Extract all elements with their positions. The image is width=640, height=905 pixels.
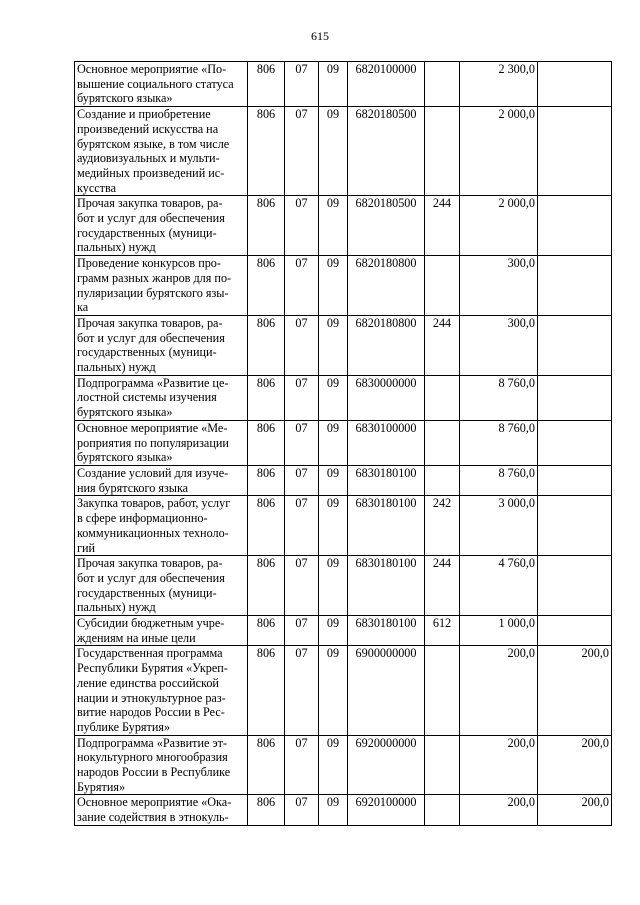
- item-name-line: пальных) нужд: [77, 240, 156, 255]
- amount-next-year-cell: [538, 62, 612, 107]
- table-row: [75, 315, 612, 375]
- item-name-line: пуляризации бурятского язы-: [77, 285, 229, 300]
- item-name-line: бурятского языка»: [77, 91, 173, 106]
- subsection-cell: 09: [319, 735, 348, 795]
- grbs-cell: 806: [248, 556, 285, 616]
- subsection-cell: 09: [319, 256, 348, 316]
- amount-next-year-cell: [538, 420, 612, 465]
- item-name-cell: [75, 496, 248, 556]
- target-article-cell: 6920100000: [348, 795, 425, 825]
- section-cell: 07: [285, 735, 319, 795]
- item-name-line: Создание и приобретение: [77, 107, 211, 122]
- item-name-line: Республики Бурятия «Укреп-: [77, 661, 228, 676]
- target-article-cell: 6830100000: [348, 420, 425, 465]
- item-name-line: государственных (муници-: [77, 585, 217, 600]
- item-name-cell: [75, 196, 248, 256]
- grbs-cell: 806: [248, 375, 285, 420]
- amount-next-year-cell: [538, 496, 612, 556]
- amount-next-year-cell: [538, 465, 612, 495]
- amount-cell: 200,0: [460, 795, 538, 825]
- target-article-cell: 6830180100: [348, 496, 425, 556]
- subsection-cell: 09: [319, 107, 348, 196]
- subsection-cell: 09: [319, 616, 348, 646]
- grbs-cell: 806: [248, 107, 285, 196]
- item-name-line: государственных (муници-: [77, 225, 217, 240]
- target-article-cell: 6820180500: [348, 107, 425, 196]
- grbs-cell: 806: [248, 62, 285, 107]
- item-name-line: бот и услуг для обеспечения: [77, 211, 225, 226]
- expense-type-cell: [425, 735, 460, 795]
- amount-cell: 200,0: [460, 735, 538, 795]
- item-name-line: Прочая закупка товаров, ра-: [77, 315, 223, 330]
- item-name-line: пальных) нужд: [77, 360, 156, 375]
- table-row: [75, 107, 612, 196]
- item-name-cell: [75, 107, 248, 196]
- item-name-line: бот и услуг для обеспечения: [77, 570, 225, 585]
- subsection-cell: 09: [319, 465, 348, 495]
- section-cell: 07: [285, 496, 319, 556]
- item-name-line: Основное мероприятие «По-: [77, 62, 227, 76]
- item-name-line: бот и услуг для обеспечения: [77, 330, 225, 345]
- item-name-line: Подпрограмма «Развитие це-: [77, 375, 229, 390]
- amount-cell: 300,0: [460, 256, 538, 316]
- item-name-line: ка: [77, 300, 89, 315]
- expense-type-cell: [425, 646, 460, 735]
- item-name-cell: [75, 256, 248, 316]
- amount-next-year-cell: 200,0: [538, 795, 612, 825]
- amount-cell: 2 000,0: [460, 196, 538, 256]
- section-cell: 07: [285, 375, 319, 420]
- subsection-cell: 09: [319, 62, 348, 107]
- section-cell: 07: [285, 646, 319, 735]
- item-name-line: нокультурного многообразия: [77, 750, 228, 765]
- grbs-cell: 806: [248, 616, 285, 646]
- table-row: [75, 496, 612, 556]
- subsection-cell: 09: [319, 795, 348, 825]
- section-cell: 07: [285, 256, 319, 316]
- amount-cell: 8 760,0: [460, 375, 538, 420]
- page-number: 615: [311, 29, 329, 43]
- item-name-cell: [75, 646, 248, 735]
- table-row: [75, 795, 612, 825]
- item-name-line: гий: [77, 540, 96, 555]
- amount-next-year-cell: [538, 196, 612, 256]
- item-name-line: Основное мероприятие «Ока-: [77, 795, 232, 810]
- amount-next-year-cell: [538, 256, 612, 316]
- expense-type-cell: [425, 795, 460, 825]
- subsection-cell: 09: [319, 556, 348, 616]
- table-row: [75, 616, 612, 646]
- item-name-cell: [75, 616, 248, 646]
- item-name-cell: [75, 735, 248, 795]
- item-name-line: ждениям на иные цели: [77, 630, 196, 645]
- item-name-line: аудиовизуальных и мульти-: [77, 151, 220, 166]
- grbs-cell: 806: [248, 196, 285, 256]
- item-name-line: грамм разных жанров для по-: [77, 270, 232, 285]
- item-name-line: нации и этнокультурное раз-: [77, 690, 226, 705]
- item-name-cell: [75, 465, 248, 495]
- target-article-cell: 6900000000: [348, 646, 425, 735]
- table-row: [75, 735, 612, 795]
- table-row: [75, 256, 612, 316]
- item-name-line: в сфере информационно-: [77, 511, 208, 526]
- amount-next-year-cell: [538, 107, 612, 196]
- amount-cell: 8 760,0: [460, 465, 538, 495]
- item-name-line: зание содействия в этнокуль-: [77, 810, 229, 825]
- amount-next-year-cell: [538, 375, 612, 420]
- expense-type-cell: 242: [425, 496, 460, 556]
- section-cell: 07: [285, 465, 319, 495]
- amount-cell: 2 300,0: [460, 62, 538, 107]
- item-name-line: Основное мероприятие «Ме-: [77, 420, 228, 435]
- table-row: [75, 646, 612, 735]
- item-name-line: произведений искусства на: [77, 121, 219, 136]
- target-article-cell: 6820180800: [348, 256, 425, 316]
- item-name-line: государственных (муници-: [77, 345, 217, 360]
- item-name-line: Закупка товаров, работ, услуг: [77, 496, 231, 511]
- target-article-cell: 6820180800: [348, 315, 425, 375]
- item-name-cell: [75, 420, 248, 465]
- table-row: [75, 62, 612, 107]
- amount-next-year-cell: [538, 616, 612, 646]
- item-name-line: пальных) нужд: [77, 600, 156, 615]
- target-article-cell: 6920000000: [348, 735, 425, 795]
- item-name-line: бурятского языка»: [77, 450, 173, 465]
- item-name-line: бурятском языке, в том числе: [77, 136, 230, 151]
- target-article-cell: 6830180100: [348, 556, 425, 616]
- subsection-cell: 09: [319, 315, 348, 375]
- table-row: [75, 465, 612, 495]
- item-name-line: лостной системы изучения: [77, 390, 217, 405]
- expense-type-cell: [425, 420, 460, 465]
- expense-type-cell: [425, 256, 460, 316]
- expense-type-cell: [425, 465, 460, 495]
- item-name-line: витие народов России в Рес-: [77, 705, 225, 720]
- target-article-cell: 6830180100: [348, 616, 425, 646]
- section-cell: 07: [285, 315, 319, 375]
- grbs-cell: 806: [248, 735, 285, 795]
- item-name-cell: [75, 556, 248, 616]
- expense-type-cell: 244: [425, 315, 460, 375]
- expense-type-cell: [425, 107, 460, 196]
- item-name-cell: [75, 62, 248, 107]
- item-name-line: Субсидии бюджетным учре-: [77, 616, 225, 631]
- amount-next-year-cell: 200,0: [538, 735, 612, 795]
- target-article-cell: 6820100000: [348, 62, 425, 107]
- item-name-cell: [75, 375, 248, 420]
- amount-next-year-cell: [538, 315, 612, 375]
- item-name-line: бурятского языка»: [77, 405, 173, 420]
- item-name-line: публике Бурятия»: [77, 719, 171, 734]
- section-cell: 07: [285, 107, 319, 196]
- expense-type-cell: [425, 375, 460, 420]
- amount-next-year-cell: [538, 556, 612, 616]
- item-name-line: коммуникационных техноло-: [77, 525, 229, 540]
- amount-cell: 1 000,0: [460, 616, 538, 646]
- amount-cell: 2 000,0: [460, 107, 538, 196]
- expense-type-cell: 244: [425, 196, 460, 256]
- budget-table: [74, 61, 612, 826]
- amount-cell: 200,0: [460, 646, 538, 735]
- section-cell: 07: [285, 420, 319, 465]
- section-cell: 07: [285, 616, 319, 646]
- subsection-cell: 09: [319, 496, 348, 556]
- amount-cell: 4 760,0: [460, 556, 538, 616]
- table-row: [75, 196, 612, 256]
- item-name-line: ния бурятского языка: [77, 480, 189, 495]
- item-name-cell: [75, 315, 248, 375]
- target-article-cell: 6830180100: [348, 465, 425, 495]
- subsection-cell: 09: [319, 196, 348, 256]
- subsection-cell: 09: [319, 375, 348, 420]
- table-row: [75, 556, 612, 616]
- grbs-cell: 806: [248, 795, 285, 825]
- item-name-line: кусства: [77, 180, 116, 195]
- item-name-line: Государственная программа: [77, 646, 223, 661]
- subsection-cell: 09: [319, 420, 348, 465]
- expense-type-cell: 244: [425, 556, 460, 616]
- grbs-cell: 806: [248, 646, 285, 735]
- grbs-cell: 806: [248, 420, 285, 465]
- item-name-line: Прочая закупка товаров, ра-: [77, 556, 223, 571]
- amount-cell: 300,0: [460, 315, 538, 375]
- amount-next-year-cell: 200,0: [538, 646, 612, 735]
- item-name-line: народов России в Республике: [77, 765, 231, 780]
- expense-type-cell: [425, 62, 460, 107]
- budget-table-body: [75, 62, 612, 826]
- item-name-line: Проведение конкурсов про-: [77, 256, 221, 271]
- grbs-cell: 806: [248, 315, 285, 375]
- grbs-cell: 806: [248, 465, 285, 495]
- section-cell: 07: [285, 795, 319, 825]
- item-name-line: ление единства российской: [77, 675, 219, 690]
- item-name-cell: [75, 795, 248, 825]
- item-name-line: Создание условий для изуче-: [77, 465, 229, 480]
- grbs-cell: 806: [248, 256, 285, 316]
- item-name-line: Подпрограмма «Развитие эт-: [77, 735, 228, 750]
- amount-cell: 8 760,0: [460, 420, 538, 465]
- section-cell: 07: [285, 62, 319, 107]
- target-article-cell: 6830000000: [348, 375, 425, 420]
- expense-type-cell: 612: [425, 616, 460, 646]
- item-name-line: вышение социального статуса: [77, 76, 234, 91]
- target-article-cell: 6820180500: [348, 196, 425, 256]
- table-row: [75, 375, 612, 420]
- section-cell: 07: [285, 556, 319, 616]
- grbs-cell: 806: [248, 496, 285, 556]
- item-name-line: роприятия по популяризации: [77, 435, 229, 450]
- section-cell: 07: [285, 196, 319, 256]
- item-name-line: Прочая закупка товаров, ра-: [77, 196, 223, 211]
- item-name-line: медийных произведений ис-: [77, 165, 225, 180]
- item-name-line: Бурятия»: [77, 779, 126, 794]
- subsection-cell: 09: [319, 646, 348, 735]
- table-row: [75, 420, 612, 465]
- amount-cell: 3 000,0: [460, 496, 538, 556]
